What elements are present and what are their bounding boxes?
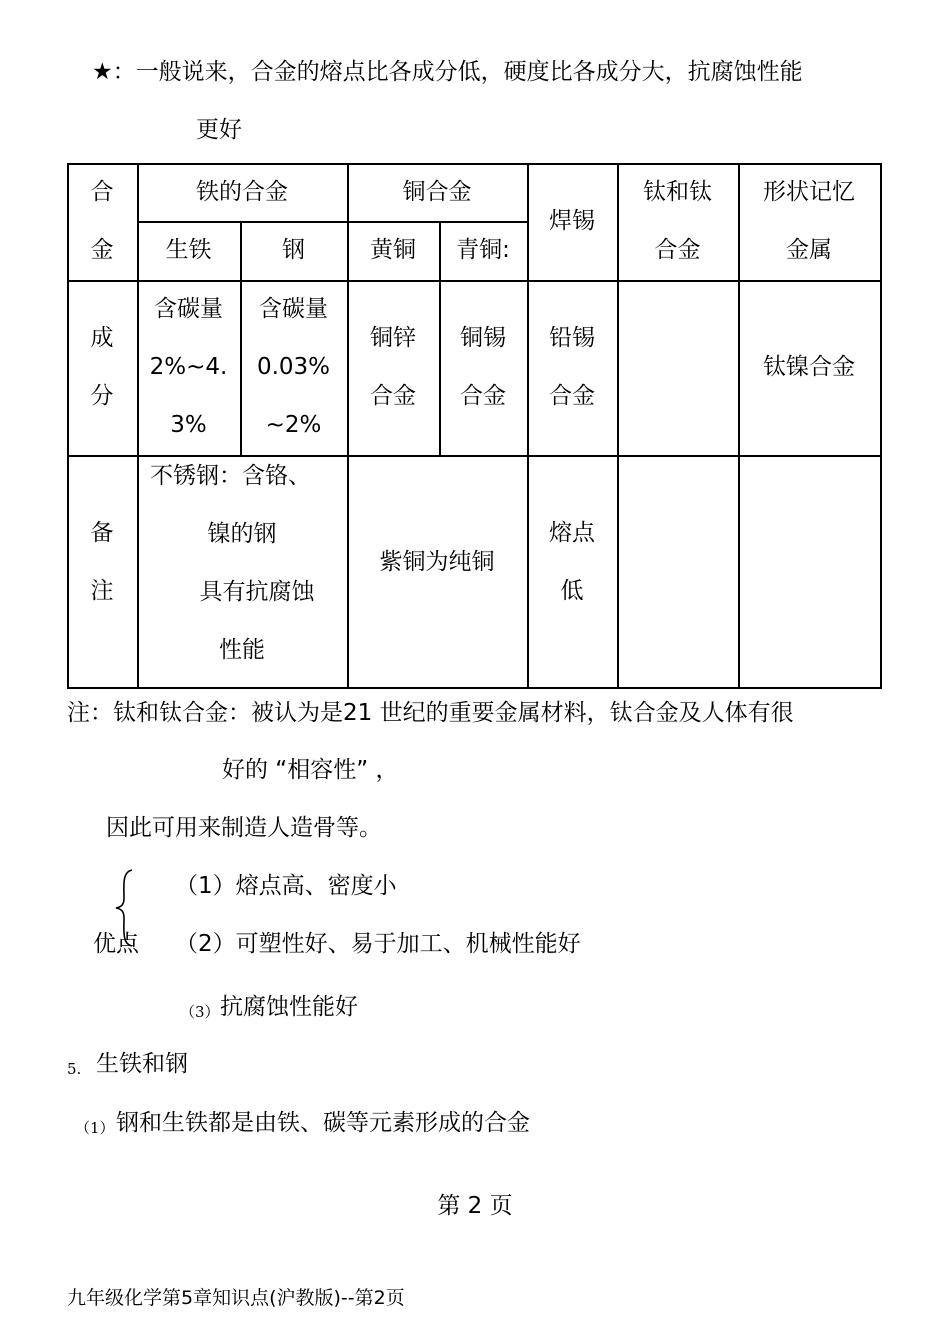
header-shape-memory: 形状记忆 金属 bbox=[763, 179, 855, 263]
intro-line-2: 更好 bbox=[196, 117, 242, 143]
section-5-item-1-number: （1） bbox=[75, 1119, 115, 1137]
row-header-notes: 备 注 bbox=[90, 520, 114, 604]
header-steel: 钢 bbox=[282, 237, 305, 263]
advantage-item-2: （2）可塑性好、易于加工、机械性能好 bbox=[175, 931, 581, 957]
iron-alloy-note: 不锈钢：含铬、 镍的钢 具有抗腐蚀 性能 bbox=[150, 463, 315, 663]
note-line-2: 好的 “相容性” ， bbox=[222, 757, 399, 783]
section-5-title: 生铁和钢 bbox=[96, 1051, 188, 1077]
header-bronze: 青铜: bbox=[456, 237, 510, 263]
section-5-number: 5. bbox=[67, 1060, 82, 1078]
note-line-1: 注：钛和钛合金：被认为是21 世纪的重要金属材料，钛合金及人体有很 bbox=[67, 700, 794, 726]
brass-composition: 铜锌 合金 bbox=[370, 325, 416, 409]
advantages-label: 优点 bbox=[93, 931, 139, 957]
shape-memory-composition: 钛镍合金 bbox=[763, 354, 855, 380]
solder-composition: 铅锡 合金 bbox=[549, 325, 595, 409]
header-iron-alloy: 铁的合金 bbox=[196, 179, 288, 205]
row-header-composition: 成 分 bbox=[90, 325, 114, 409]
pig-iron-carbon: 含碳量 2%~4. 3% bbox=[149, 296, 228, 438]
section-5-item-1: 钢和生铁都是由铁、碳等元素形成的合金 bbox=[116, 1110, 530, 1136]
row-header-alloy: 合 金 bbox=[90, 179, 114, 263]
bronze-composition: 铜锡 合金 bbox=[460, 325, 506, 409]
header-titanium: 钛和钛 合金 bbox=[643, 179, 712, 263]
copper-alloy-note: 紫铜为纯铜 bbox=[379, 549, 495, 575]
page-number: 第 2 页 bbox=[437, 1193, 513, 1219]
intro-line-1: ★：一般说来，合金的熔点比各成分低，硬度比各成分大，抗腐蚀性能 bbox=[92, 59, 803, 85]
header-brass: 黄铜 bbox=[370, 237, 416, 263]
header-solder: 焊锡 bbox=[549, 208, 595, 234]
advantage-item-1: （1）熔点高、密度小 bbox=[175, 873, 397, 899]
footer-text: 九年级化学第5章知识点(沪教版)--第2页 bbox=[67, 1287, 405, 1309]
steel-carbon: 含碳量 0.03% ~2% bbox=[256, 296, 331, 438]
advantage-item-3: 抗腐蚀性能好 bbox=[220, 994, 358, 1020]
header-pig-iron: 生铁 bbox=[165, 237, 212, 263]
header-copper-alloy: 铜合金 bbox=[402, 179, 472, 205]
advantage-item-3-number: （3） bbox=[180, 1003, 220, 1021]
solder-note: 熔点 低 bbox=[549, 520, 595, 604]
alloy-table bbox=[67, 163, 882, 688]
note-line-3: 因此可用来制造人造骨等。 bbox=[106, 815, 382, 841]
